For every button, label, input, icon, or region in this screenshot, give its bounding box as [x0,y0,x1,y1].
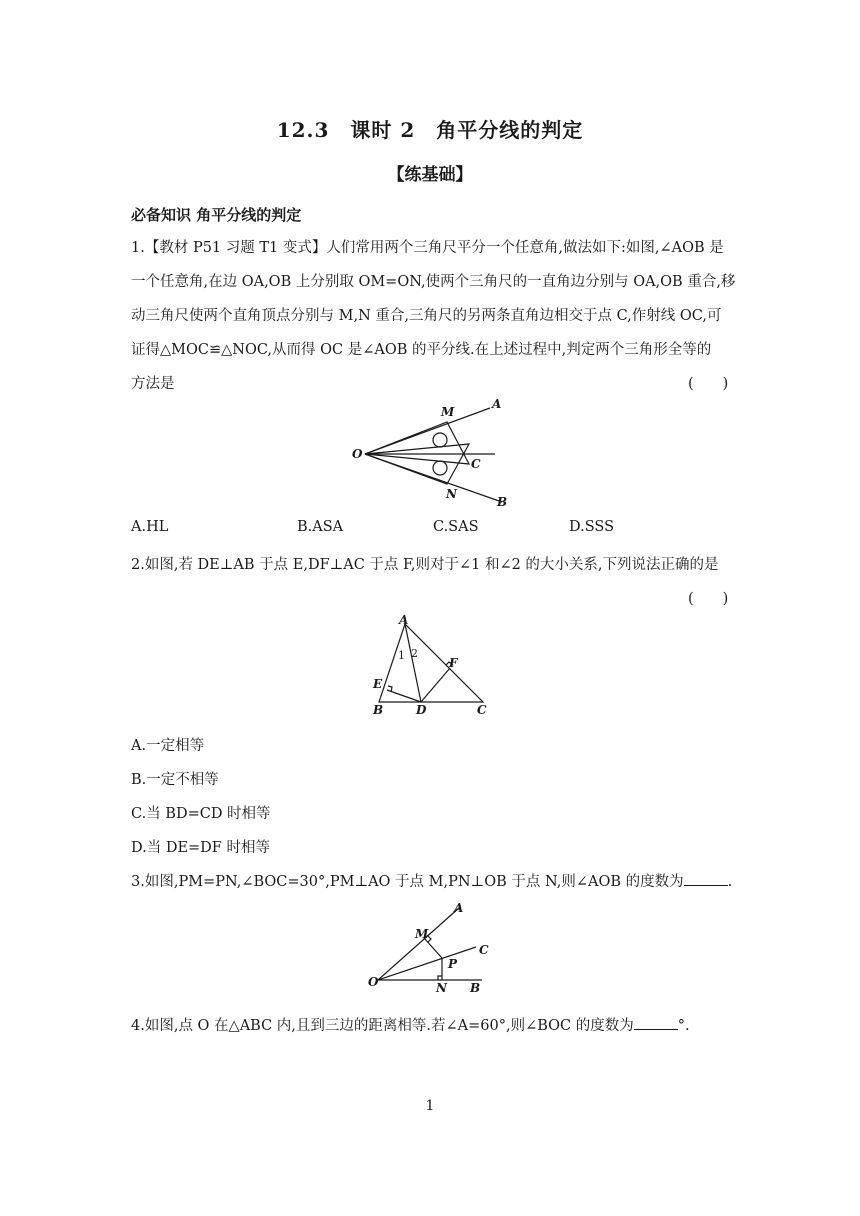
label-a: A [454,901,464,915]
label-o: O [368,975,379,989]
label-a: A [492,397,502,411]
q1-line-4: 证得△MOC≌△NOC,从而得 OC 是∠AOB 的平分线.在上述过程中,判定两个三角形全等的 [131,342,712,358]
q2-line: 2.如图,若 DE⊥AB 于点 E,DF⊥AC 于点 F,则对于∠1 和∠2 的大小关系,下列说法正确的是 [131,557,719,573]
q4-answer-blank[interactable] [634,1015,678,1030]
label-angle-2: 2 [411,647,418,660]
q1-option-c: C.SAS [433,519,479,535]
page-number: 1 [425,1098,435,1114]
q1-answer-paren: ( ) [688,376,729,392]
q1-line-2: 一个任意角,在边 OA,OB 上分别取 OM=ON,使两个三角尺的一直角边分别与 OA,OB 重合,移 [131,274,736,290]
set-square-lower [365,444,469,484]
q2-option-d: D.当 DE=DF 时相等 [131,840,270,856]
q4-line [131,1014,690,1035]
page-title: 12.3 课时 2 角平分线的判定 [276,118,584,142]
q1-figure-set-squares [345,392,525,512]
label-m: M [415,927,429,941]
label-c: C [479,943,489,957]
label-b: B [373,703,384,717]
segment-pm [424,938,442,958]
label-n: N [446,487,457,501]
label-angle-1: 1 [398,649,405,662]
segment-df [421,668,450,702]
set-square-hole-upper [433,433,447,447]
q2-option-a: A.一定相等 [131,738,205,754]
segment-ad [405,624,421,702]
label-m: M [441,405,455,419]
q1-option-b: B.ASA [297,519,344,535]
label-o: O [352,447,363,461]
q1-line-5: 方法是 [131,376,175,392]
q1-line-1: 1.【教材 P51 习题 T1 变式】人们常用两个三角尺平分一个任意角,做法如下:如图,∠AOB 是 [131,240,724,256]
label-p: P [448,957,458,971]
q2-figure-triangle [365,614,495,718]
q4-end: °. [677,1018,690,1034]
q1-option-a: A.HL [131,519,169,535]
q3-line [131,870,732,891]
label-d: D [416,703,427,717]
label-e: E [373,677,383,691]
q3-end: . [727,874,733,890]
ray-oc [378,947,476,980]
knowledge-heading: 必备知识 角平分线的判定 [131,206,302,224]
label-c: C [477,703,487,717]
q1-line-3: 动三角尺使两个直角顶点分别与 M,N 重合,三角尺的另两条直角边相交于点 C,作射线 OC,可 [131,308,722,324]
label-f: F [449,656,458,670]
q3-answer-blank[interactable] [684,871,728,886]
set-square-upper [365,422,469,464]
q1-option-d: D.SSS [569,519,615,535]
set-square-hole-lower [433,461,447,475]
label-b: B [470,981,481,995]
segment-de [387,690,421,702]
q3-text: 3.如图,PM=PN,∠BOC=30°,PM⊥AO 于点 M,PN⊥OB 于点 N,则∠AOB 的度数为 [131,874,684,890]
ray-oa [378,908,459,980]
q2-option-b: B.一定不相等 [131,772,219,788]
label-b: B [497,495,508,509]
q3-figure-angle [360,900,500,1000]
q2-answer-paren: ( ) [688,591,729,607]
q2-option-c: C.当 BD=CD 时相等 [131,806,271,822]
label-n: N [436,981,447,995]
label-c: C [471,457,481,471]
q4-text: 4.如图,点 O 在△ABC 内,且到三边的距离相等.若∠A=60°,则∠BOC 的度数为 [131,1018,634,1034]
section-subtitle: 【练基础】 [387,165,473,185]
label-a: A [399,614,409,627]
